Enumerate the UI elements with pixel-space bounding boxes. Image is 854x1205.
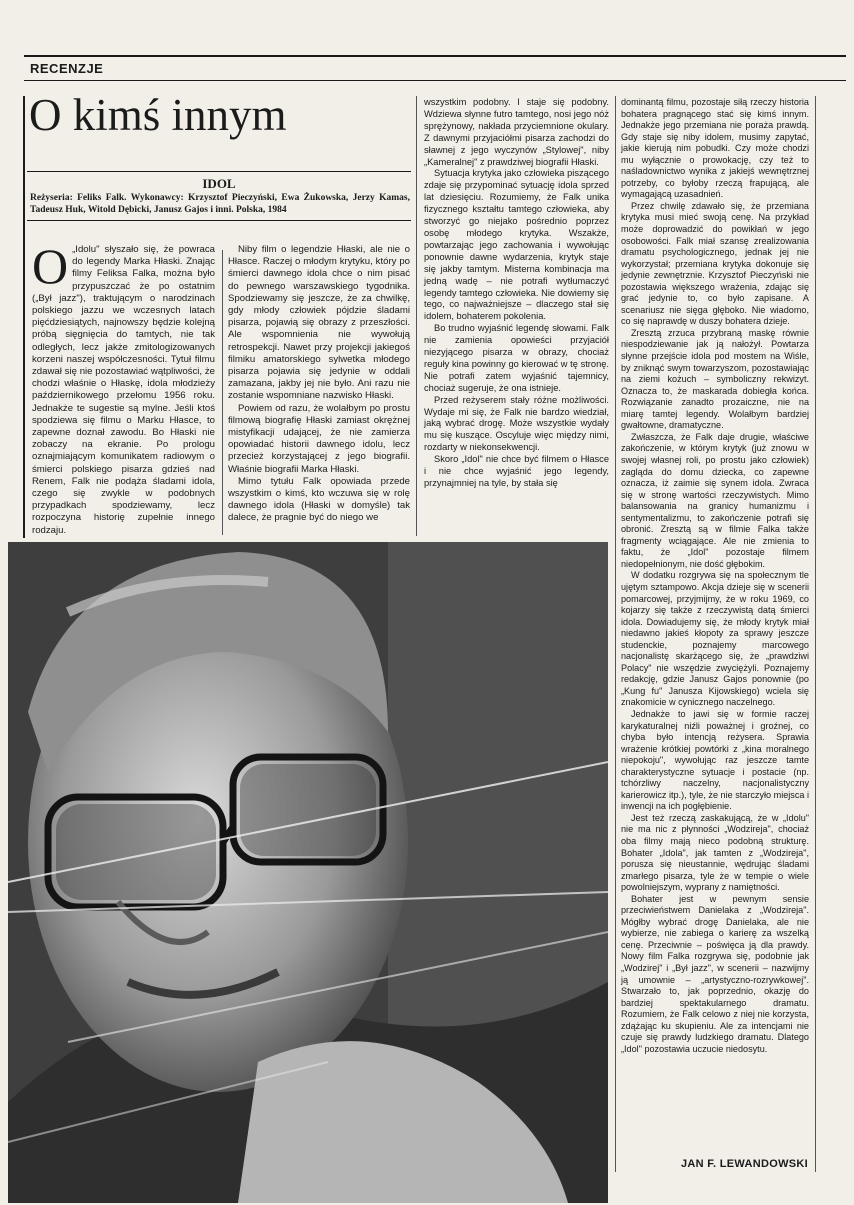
paragraph: Bohater jest w pewnym sensie przeciwieństwem Danielaka z „Wodzireja". Mógłby wybrać drogę Danielaka, ale nie wybierze, nie zabiega o karierę za wszelką cenę. Przeciwnie – poświęca ją dla prawdy. Nowy film Falka rozgrywa się, podobnie jak „Wodzirej" i „Był jazz", w scenerii – nazwijmy ją umownie – „artystyczno-rozrywkowej". Stwarzało to, jak poprzednio, okazję do bardziej spektakularnego dramatu. Rozumiem, że Falk celowo z niej nie korzysta, zdążając ku skupieniu. Ale za intencjami nie czuje się prawdy ludzkiego dramatu. Dlatego „Idol" pozostawia uczucie niedosytu. <box>621 893 809 1054</box>
drop-cap: O <box>32 238 69 294</box>
paragraph: Jednakże to jawi się w formie raczej karykaturalnej niźli poważnej i groźnej, co chyba było intencją reżysera. Sprawia wrażenie krótkiej powtórki z „kina moralnego niepokoju", wywołując raz jeszcze tamte charakterystyczne sytuacje i postacie (np. tchórzliwy naczelny, nacjonalistyczny karierowicz itp.), tyle, że nie starczyło miejsca i inwencji na ich pogłębienie. <box>621 708 809 812</box>
paragraph: dominantą filmu, pozostaje siłą rzeczy historia bohatera pragnącego stać się kimś innym. Jednakże jego przemiana nie poraża prawdą. Gdy staje się niby idolem, musimy zapytać, jakie kierują nim pobudki. Czy może chodzi mu wyłącznie o prowokację, czy też to naśladownictwo wynika z jakiejś wewnętrznej potrzeby, co byłoby rzeczą frapującą, ale wymagającą uzasadnień. <box>621 97 809 200</box>
paragraph: Zresztą zrzuca przybraną maskę równie niespodziewanie jak ją nałożył. Powtarza słynne przejście idola pod mostem na Wiśle, by zniknąć swym towarzyszom, pozostawiając na ziemi kożuch – symboliczny rekwizyt. Oznacza to, że maskarada dobiegła końca. Rozwiązanie zanadto prozaiczne, nie na miarę tamtej legendy. Wolałbym bardziej gwałtowne, dramatyczne. <box>621 327 809 431</box>
paragraph: Sytuacja krytyka jako człowieka piszącego zdaje się przypominać sytuację idola sprzed lat dziesięciu. Rozumiemy, że Falk unika fizycznego kształtu tamtego człowieka, aby stworzyć go niejako pośrednio poprzez osobę młodego krytyka. Wszakże, powtarzając jego zachowania i wywołując ponownie dawne wydarzenia, krytyk staje się jakby tamtym. Misterna kombinacja ma jedną wadę – nie potrafi wytłumaczyć legendy tamtego człowieka. Nie dowiemy się tego, co najważniejsze – dlaczego stał się idolem, bohaterem pokolenia. <box>424 168 609 322</box>
credits-rule-bottom <box>27 220 411 221</box>
paragraph: Jest też rzeczą zaskakującą, że w „Idolu" nie ma nic z płynności „Wodzireja", chociaż oba filmy mają nieco podobną strukturę. Bohater „Idola", jak tamten z „Wodzireja", porusza się nieustannie, wędrując śladami zmarłego pisarza, tyle że w tempie o wiele powolniejszym, wyprany z namiętności. <box>621 812 809 893</box>
paragraph: Skoro „Idol" nie chce być filmem o Hłasce i nie chce wyjaśnić jego legendy, przynajmniej na tyle, by stała się <box>424 454 609 488</box>
paragraph: Niby film o legendzie Hłaski, ale nie o Hłasce. Raczej o młodym krytyku, który po śmierci dawnego idola chce o nim pisać do pewnego warszawskiego tygodnika. Spodziewamy się jeszcze, że za chwilkę, gdy młody człowiek pójdzie śladami pisarza, pojawią się obrazy z przeszłości. Ale wspomnienia nie wywołują retrospekcji. Nawet przy projekcji jakiegoś filmiku amatorskiego sylwetka młodego pisarza pojawia się jedynie w oddali zamazana, jakby jej nie było. Ani razu nie zostanie wspomniane nazwisko Hłaski. <box>228 244 410 402</box>
column-3 <box>424 97 609 490</box>
column-1 <box>32 238 215 537</box>
column-divider <box>222 250 223 535</box>
paragraph: wszystkim podobny. I staje się podobny. Wdziewa słynne futro tamtego, nosi jego nóż sprężynowy, nakłada przyciemnione okulary. Z dawnymi przyjaciółmi pisarza zachodzi do sławnej z jego wyczynów „Stylowej", niby „Kameralnej" z prawdziwej biografii Hłaski. <box>424 97 609 167</box>
top-rule <box>24 55 846 57</box>
film-credits: Reżyseria: Feliks Falk. Wykonawcy: Krzysztof Pieczyński, Ewa Żukowska, Jerzy Kamas, Tadeusz Huk, Witold Dębicki, Janusz Gajos i inni. Polska, 1984 <box>30 193 410 215</box>
paragraph: Przez chwilę zdawało się, że przemiana krytyka musi mieć swoją cenę. Na przykład może doprowadzić do powikłań w jego osobowości. Falk miał szansę zrealizowania dramatu psychologicznego, jednak jej nie wykorzystał; przemiana krytyka dokonuje się jedynie zewnętrznie. Krzysztof Pieczyński nie pozostawia większego wrażenia, zdając się grać jedynie to, co było zapisane. A scenariusz nie sięga głęboko. Nie wiadomo, co się naprawdę w duszy bohatera dzieje. <box>621 200 809 327</box>
portrait-illustration <box>8 542 608 1203</box>
column-divider <box>815 96 816 1172</box>
credits-rule-top <box>27 171 411 172</box>
portrait-photo <box>8 542 608 1203</box>
section-label: RECENZJE <box>30 61 104 76</box>
author-signature: JAN F. LEWANDOWSKI <box>680 1158 808 1170</box>
paragraph: Mimo tytułu Falk opowiada przede wszystkim o kimś, kto wczuwa się w rolę dawnego idola (Hłaski w domyśle) tak dalece, że pragnie być do niego we <box>228 475 410 524</box>
paragraph: W dodatku rozgrywa się na społecznym tle ujętym sztampowo. Akcja dzieje się w scenerii pomarcowej, przyjmijmy, że w roku 1969, co kojarzy się także z rzeczywistą datą śmierci idola. Dowiadujemy się, że młody krytyk miał niedawno jakieś kłopoty za sprawy jeszcze studenckie, poznajemy marcowego nacjonalistę skarżącego się, że „prawdziwi Polacy" nie wszędzie zwyciężyli. Poznajemy redakcję, gdzie Janusz Gajos ponownie (po „Kung fu" Janusza Kijowskiego) wciela się znakomicie w cynicznego naczelnego. <box>621 570 809 708</box>
column-divider <box>615 96 616 1172</box>
section-rule <box>24 80 846 81</box>
paragraph: Przed reżyserem stały różne możliwości. Wydaje mi się, że Falk nie bardzo wiedział, jaką wybrać drogę. Może wszystkie wydały mu się kuszące. Oscyluje więc między nimi, rozdarty w niekonsekwencji. <box>424 394 609 453</box>
paragraph: „Idolu" słyszało się, że powraca do legendy Marka Hłaski. Znając filmy Feliksa Falka, można było przypuszczać że po ostatnim („Był jazz"), traktującym o narodzinach polskiego jazzu we wczesnych latach pięćdziesiątych, najnowszy będzie kolejną próbą sięgnięcia do tamtych, nie tak odległych, lecz jakże zmitologizowanych korzeni naszej współczesności. Tytuł filmu zdawał się nie pozostawiać wątpliwości, że chodzi właśnie o Hłaskę, idola młodzieży październikowego przełomu 1956 roku. Jednakże te sugestie są mylne. Jeśli ktoś spodziewa się filmu o Marku Hłasce, to zapewne doznał zawodu. Bo Hłaski nie zobaczy na ekranie. Po prologu oznajmiającym komunikatem radiowym o śmierci polskiego pisarza gdzieś nad Renem, Falk nie podąża śladami idola, czego się zwykle w podobnych przypadkach spodziewamy, lecz rozpoczyna historię zupełnie innego rodzaju. <box>32 244 215 536</box>
column-4 <box>621 97 809 1055</box>
film-title: IDOL <box>202 176 236 191</box>
column-divider <box>416 96 417 536</box>
paragraph: Zwłaszcza, że Falk daje drugie, właściwe zakończenie, w którym krytyk (już znowu w swojej własnej roli, po prostu jako człowiek) zagląda do domu dziecka, co zapewne oznacza, iż zaimie się synem idola. Zwraca się w stronę wartości rzeczywistych. Mimo balansowania na granicy humanizmu i sentymentalizmu, to zakończenie potrafi się obronić. Zresztą są w filmie Falka także fragmenty wciągające. Ale nie zmienia to faktu, że „Idol" pozostaje filmem niedopełnionym, nie dość głębokim. <box>621 431 809 569</box>
title-bar <box>23 96 25 538</box>
paragraph: Bo trudno wyjaśnić legendę słowami. Falk nie zamienia opowieści przyjaciół niezyjącego pisarza w obrazy, chociaż reguły kina powinny go kierować w tę stronę. Nie potrafi zatem wyjaśnić tajemnicy, chociaż sugeruje, że ona istnieje. <box>424 323 609 393</box>
column-2 <box>228 244 410 525</box>
article-title: O kimś innym <box>29 90 287 140</box>
paragraph: Powiem od razu, że wolałbym po prostu filmową biografię Hłaski zamiast okrężnej mistyfikacji udającej, że nie zamierza opowiadać historii dawnego idolu, lecz przecież korzystającej z jego biografii. Właśnie biografii Marka Hłaski. <box>228 402 410 475</box>
